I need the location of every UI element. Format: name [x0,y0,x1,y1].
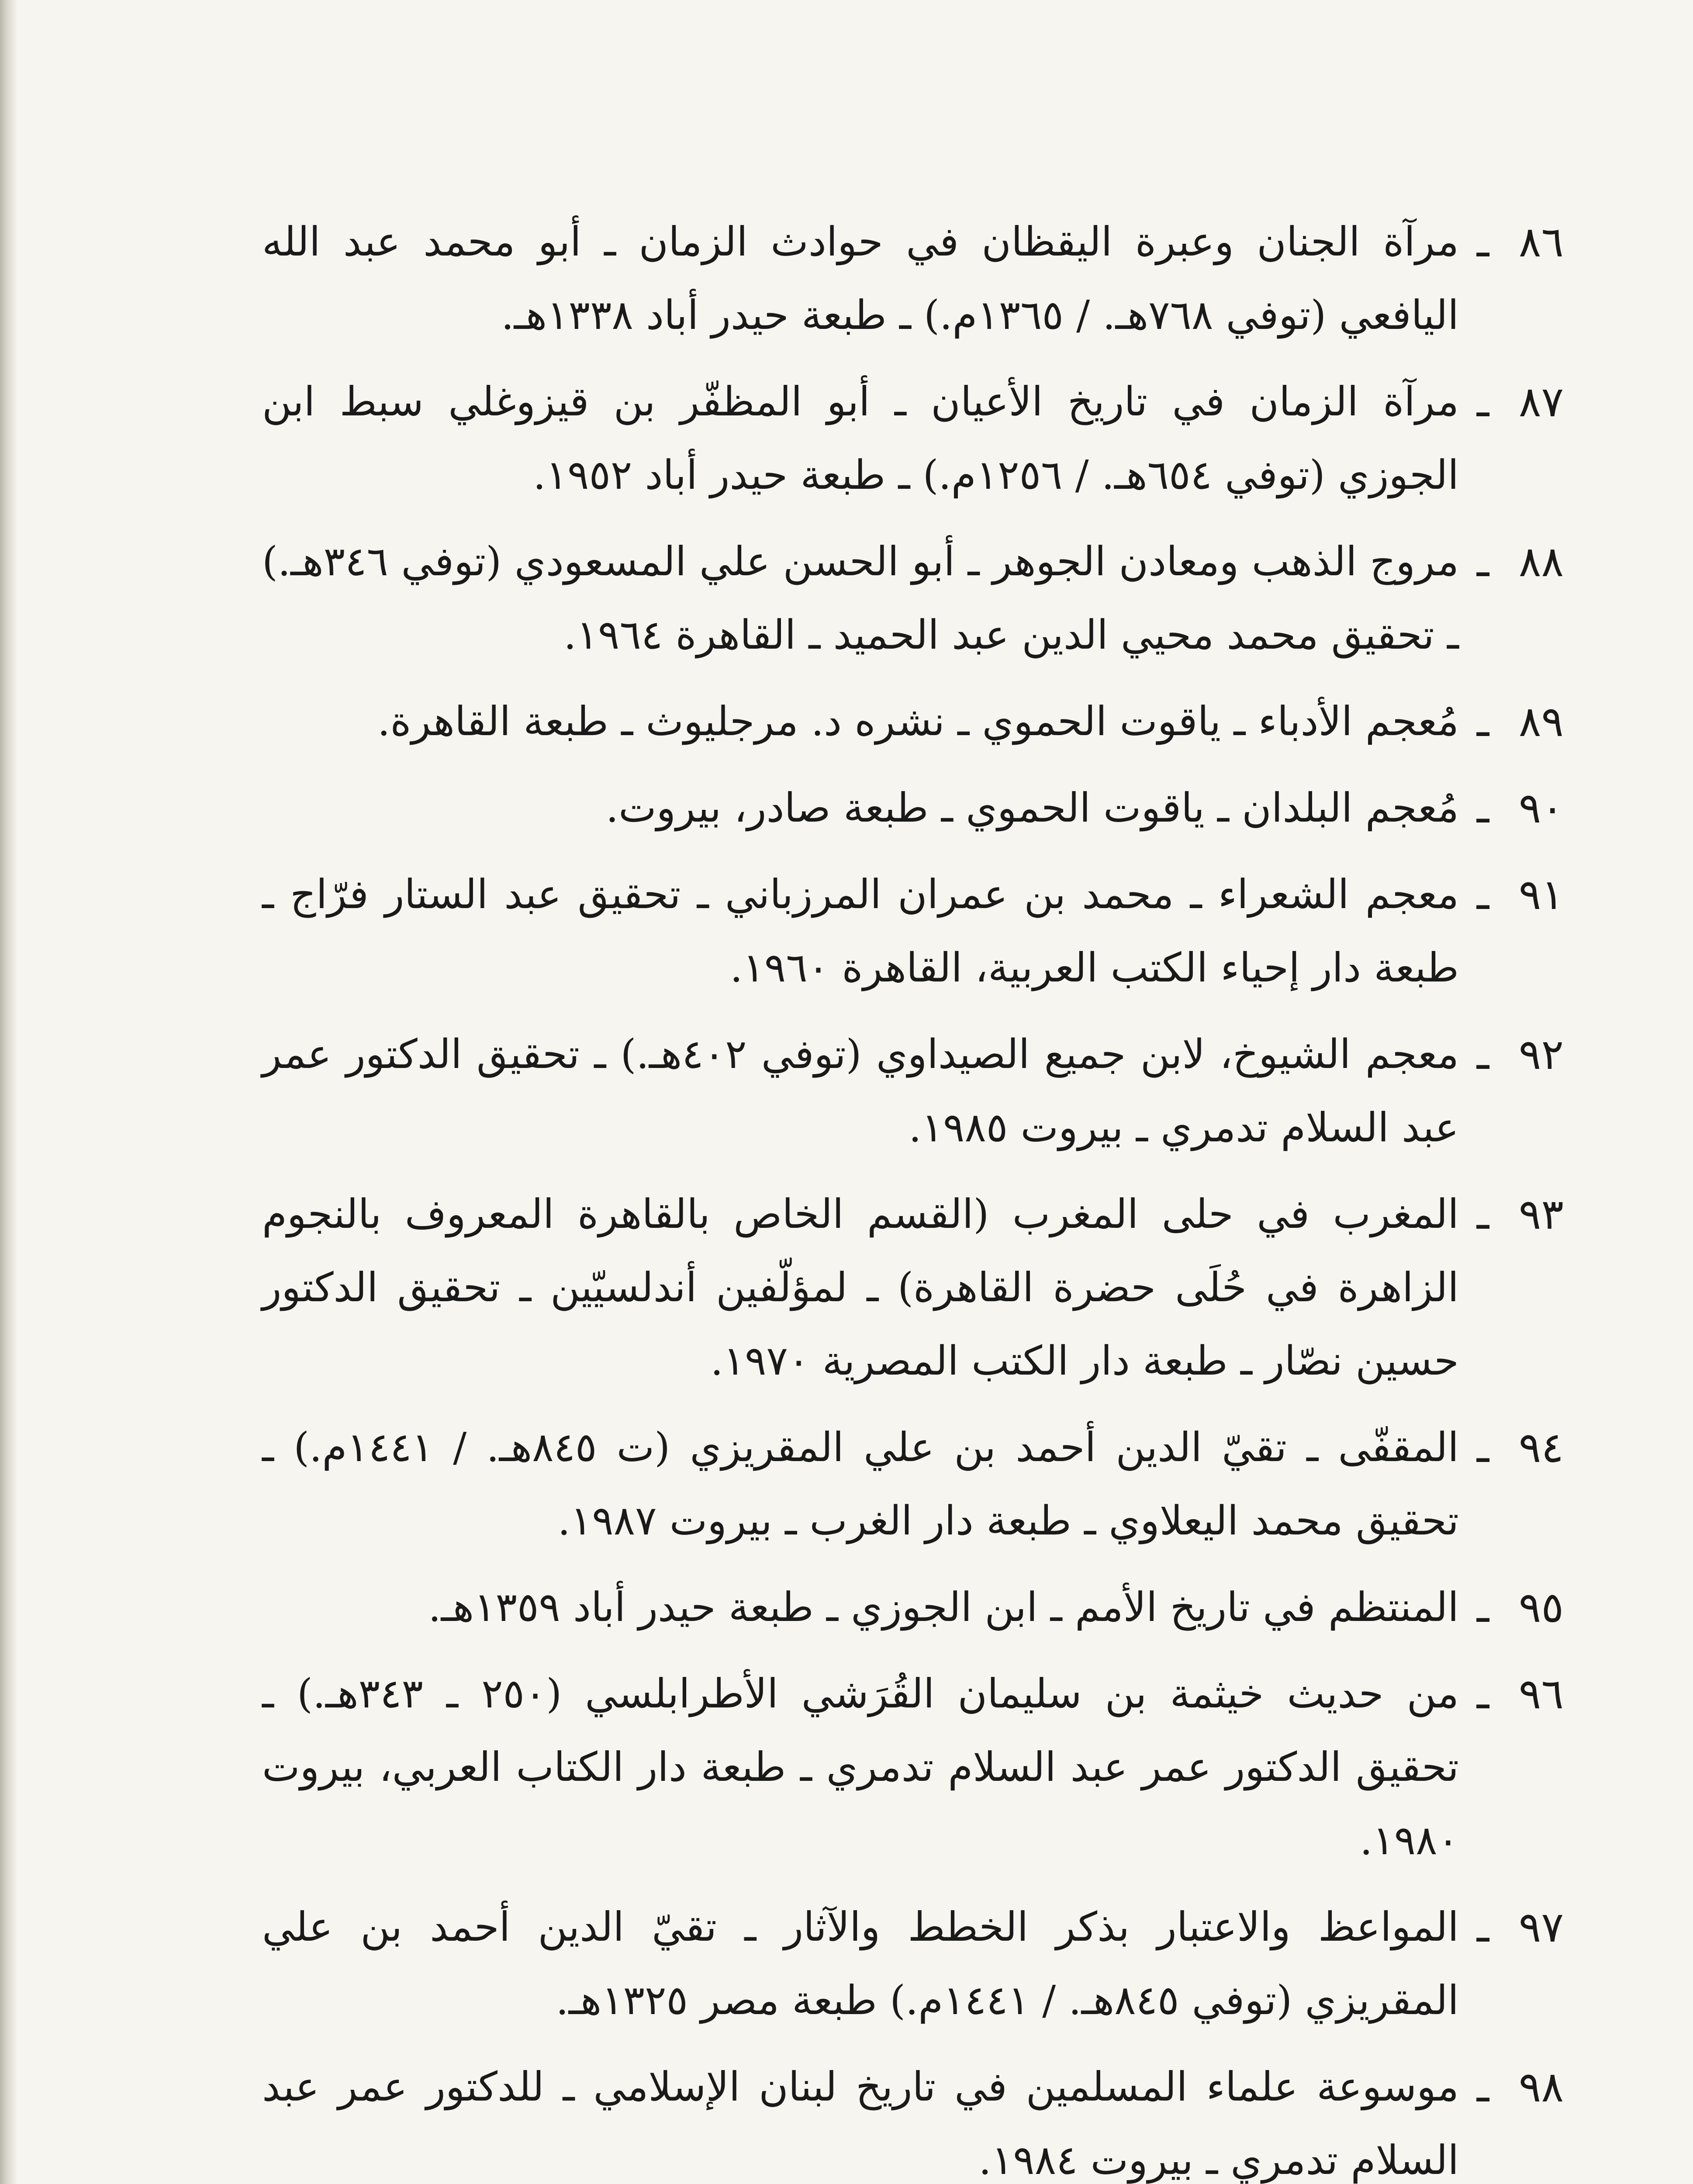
bibliography-entry-96 [262,1657,1564,1877]
entry-number: ٩٤ [1518,1423,1564,1472]
entry-text: معجم الشيوخ، لابن جميع الصيداوي (توفي ٤٠٢هـ.) ـ تحقيق الدكتور عمر عبد السلام تدمري ـ بيروت ١٩٨٥. [262,1031,1459,1151]
entry-text: من حديث خيثمة بن سليمان القُرَشي الأطرابلسي (٢٥٠ ـ ٣٤٣هـ.) ـ تحقيق الدكتور عمر عبد السلام تدمري ـ طبعة دار الكتاب العربي، بيروت ١٩٨٠. [262,1670,1459,1864]
bibliography-entry-86 [262,205,1564,352]
entry-dash: ـ [1476,377,1489,426]
entry-dash: ـ [1476,1903,1489,1952]
entry-text: مرآة الجنان وعبرة اليقظان في حوادث الزمان ـ أبو محمد عبد الله اليافعي (توفي ٧٦٨هـ. / ١٣٦٥م.) ـ طبعة حيدر أباد ١٣٣٨هـ. [262,218,1459,339]
entry-number: ٩٣ [1518,1190,1564,1239]
entry-dash: ـ [1476,1190,1489,1239]
entry-number: ٩١ [1518,870,1564,919]
bibliography-entry-88 [262,525,1564,672]
bibliography-entry-93 [262,1178,1564,1398]
entry-number: ٨٩ [1518,697,1564,746]
entry-number: ٩٦ [1518,1669,1564,1718]
scan-edge-shadow [0,0,17,2184]
entry-dash: ـ [1476,1423,1489,1472]
entry-dash: ـ [1476,1583,1489,1632]
entry-dash: ـ [1476,784,1489,833]
bibliography-entry-87 [262,365,1564,512]
bibliography-entry-97 [262,1890,1564,2037]
bibliography-entry-90 [262,771,1564,845]
entry-dash: ـ [1476,537,1489,586]
entry-text: مُعجم البلدان ـ ياقوت الحموي ـ طبعة صادر، بيروت. [605,784,1459,831]
entry-dash: ـ [1476,2063,1489,2111]
entry-dash: ـ [1476,697,1489,746]
bibliography-entry-95 [262,1571,1564,1644]
entry-text: مروج الذهب ومعادن الجوهر ـ أبو الحسن علي المسعودي (توفي ٣٤٦هـ.) ـ تحقيق محمد محيي الدين عبد الحميد ـ القاهرة ١٩٦٤. [262,538,1459,658]
entry-number: ٩٧ [1518,1903,1564,1952]
bibliography-entry-94 [262,1411,1564,1558]
entry-number: ٨٦ [1518,218,1564,266]
entry-number: ٩٨ [1518,2063,1564,2111]
bibliography-entry-98 [262,2050,1564,2184]
entry-dash: ـ [1476,1669,1489,1718]
entry-text: المغرب في حلى المغرب (القسم الخاص بالقاهرة المعروف بالنجوم الزاهرة في حُلَى حضرة القاهرة) ـ لمؤلّفين أندلسيّين ـ تحقيق الدكتور حسين نصّار ـ طبعة دار الكتب المصرية ١٩٧٠. [262,1191,1459,1384]
entry-text: موسوعة علماء المسلمين في تاريخ لبنان الإسلامي ـ للدكتور عمر عبد السلام تدمري ـ بيروت ١٩٨٤. [262,2063,1459,2184]
entry-number: ٩٥ [1518,1583,1564,1632]
entry-dash: ـ [1476,218,1489,266]
entry-number: ٨٨ [1518,537,1564,586]
entry-number: ٨٧ [1518,377,1564,426]
entry-text: معجم الشعراء ـ محمد بن عمران المرزباني ـ تحقيق عبد الستار فرّاج ـ طبعة دار إحياء الكتب العربية، القاهرة ١٩٦٠. [262,871,1459,991]
entry-number: ٩٢ [1518,1030,1564,1079]
bibliography-list [262,205,1564,2184]
bibliography-entry-92 [262,1018,1564,1165]
entry-dash: ـ [1476,1030,1489,1079]
bibliography-entry-89 [262,685,1564,758]
entry-dash: ـ [1476,870,1489,919]
entry-text: المنتظم في تاريخ الأمم ـ ابن الجوزي ـ طبعة حيدر أباد ١٣٥٩هـ. [428,1584,1459,1631]
entry-text: مرآة الزمان في تاريخ الأعيان ـ أبو المظفّر بن قيزوغلي سبط ابن الجوزي (توفي ٦٥٤هـ. / ١٢٥٦م.) ـ طبعة حيدر أباد ١٩٥٢. [262,378,1459,498]
entry-number: ٩٠ [1518,784,1564,833]
entry-text: المقفّى ـ تقيّ الدين أحمد بن علي المقريزي (ت ٨٤٥هـ. / ١٤٤١م.) ـ تحقيق محمد اليعلاوي ـ طبعة دار الغرب ـ بيروت ١٩٨٧. [262,1424,1459,1544]
bibliography-entry-91 [262,858,1564,1005]
entry-text: المواعظ والاعتبار بذكر الخطط والآثار ـ تقيّ الدين أحمد بن علي المقريزي (توفي ٨٤٥هـ. / ١٤٤١م.) طبعة مصر ١٣٢٥هـ. [262,1904,1459,2024]
entry-text: مُعجم الأدباء ـ ياقوت الحموي ـ نشره د. مرجليوث ـ طبعة القاهرة. [377,698,1459,745]
